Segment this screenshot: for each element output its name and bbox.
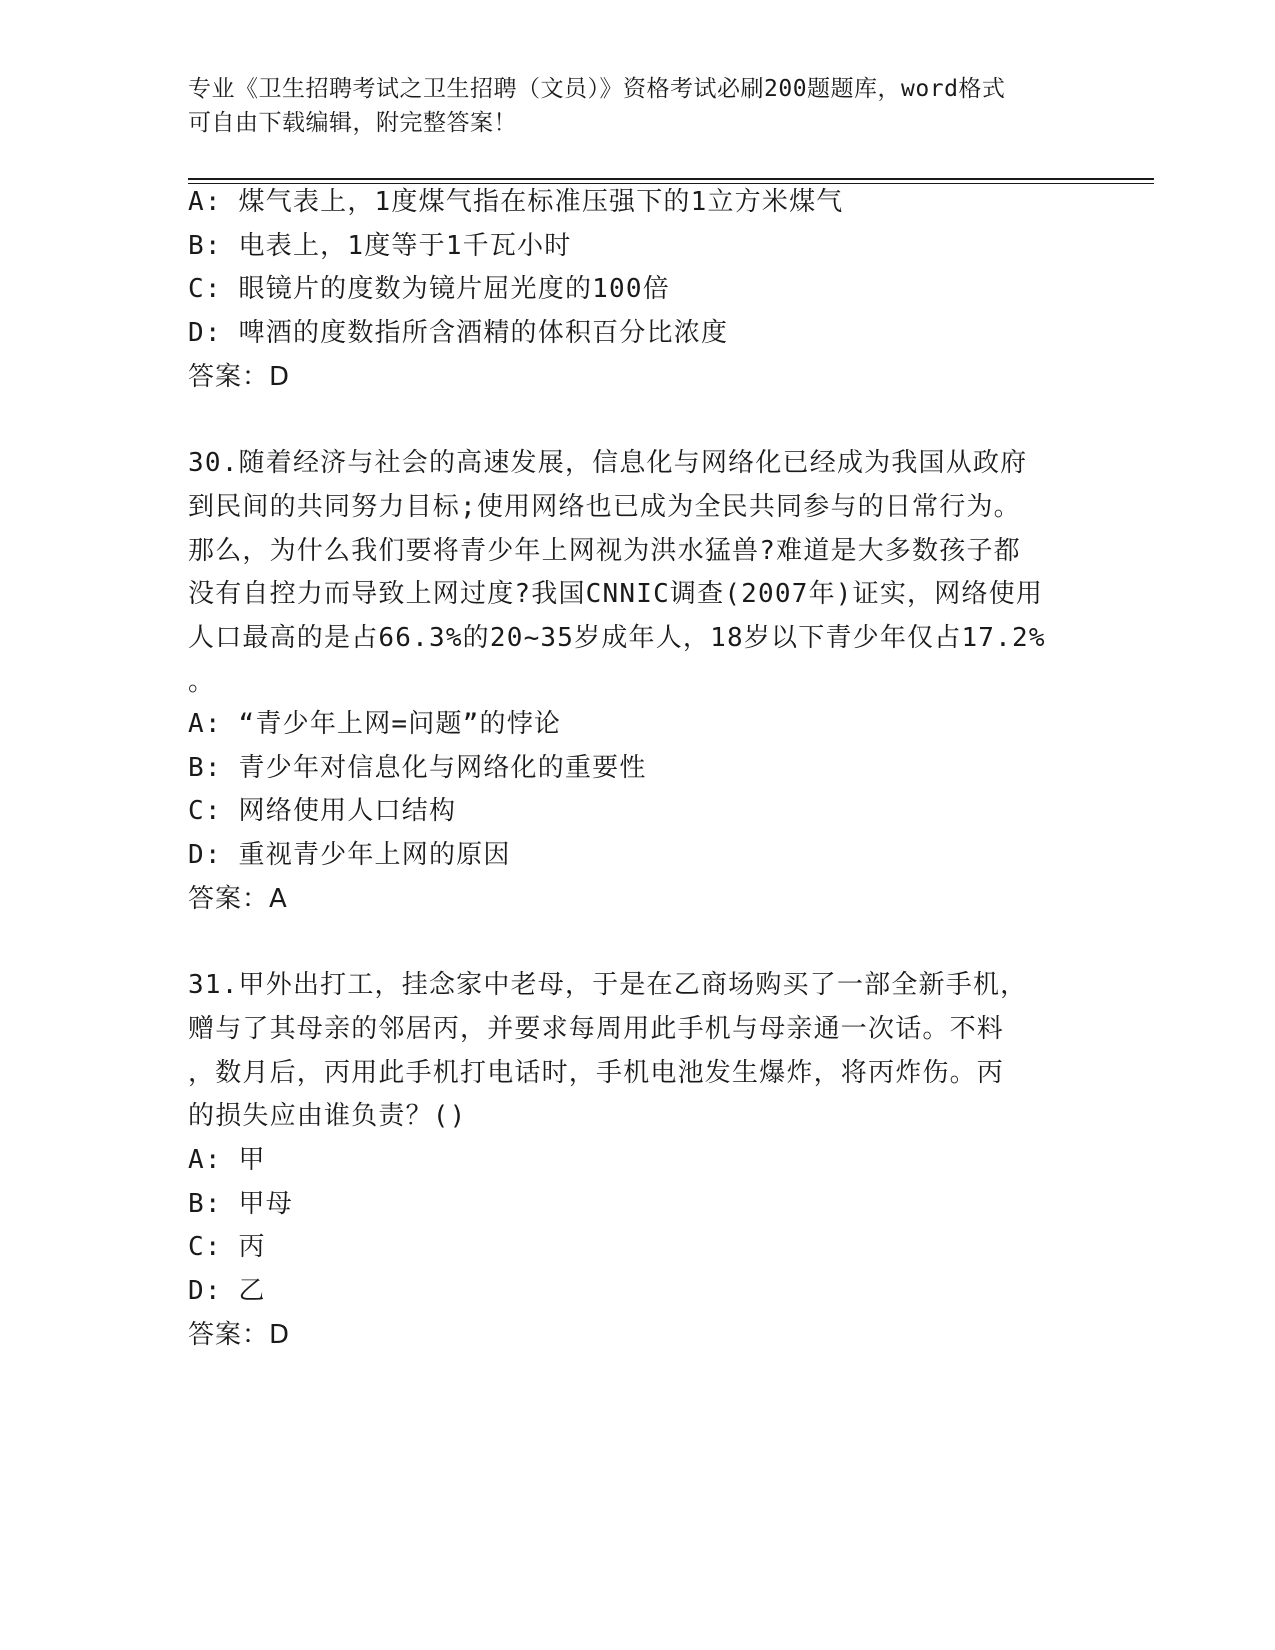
q31-option-d: D: 乙 [188, 1276, 266, 1306]
document-header [188, 72, 1068, 140]
q30-stem-line-4: 没有自控力而导致上网过度?我国CNNIC调查(2007年)证实，网络使用 [188, 579, 1044, 609]
q30-stem-line-1: 30.随着经济与社会的高速发展，信息化与网络化已经成为我国从政府 [188, 448, 1028, 478]
q31-option-c: C: 丙 [188, 1232, 266, 1262]
header-divider-thick [188, 178, 1154, 180]
q29-option-b: B: 电表上，1度等于1千瓦小时 [188, 231, 572, 261]
q30-stem-line-5: 人口最高的是占66.3%的20~35岁成年人，18岁以下青少年仅占17.2% [188, 623, 1046, 653]
q31-stem-line-1: 31.甲外出打工，挂念家中老母，于是在乙商场购买了一部全新手机， [188, 970, 1028, 1000]
q31-answer: 答案：D [188, 1320, 291, 1350]
q30-option-c: C: 网络使用人口结构 [188, 796, 457, 826]
q29-option-c: C: 眼镜片的度数为镜片屈光度的100倍 [188, 274, 670, 304]
q31-option-b: B: 甲母 [188, 1189, 293, 1219]
q30-stem-line-2: 到民间的共同努力目标;使用网络也已成为全民共同参与的日常行为。 [188, 492, 1021, 522]
header-title-line-1: 专业《卫生招聘考试之卫生招聘（文员）》资格考试必刷200题题库，word格式 [188, 76, 1006, 102]
q30-stem-line-6: 。 [188, 667, 216, 697]
header-title-line-2: 可自由下载编辑，附完整答案！ [188, 110, 517, 136]
q29-option-a: A: 煤气表上，1度煤气指在标准压强下的1立方米煤气 [188, 187, 844, 217]
q31-stem-line-2: 赠与了其母亲的邻居丙，并要求每周用此手机与母亲通一次话。不料 [188, 1014, 1005, 1044]
q29-answer: 答案：D [188, 362, 291, 392]
q30-option-d: D: 重视青少年上网的原因 [188, 840, 511, 870]
q30-option-a: A: “青少年上网=问题”的悖论 [188, 709, 562, 739]
q29-option-d: D: 啤酒的度数指所含酒精的体积百分比浓度 [188, 318, 729, 348]
q30-stem-line-3: 那么，为什么我们要将青少年上网视为洪水猛兽?难道是大多数孩子都 [188, 536, 1021, 566]
q30-option-b: B: 青少年对信息化与网络化的重要性 [188, 753, 647, 783]
q31-stem-line-3: ，数月后，丙用此手机打电话时，手机电池发生爆炸，将丙炸伤。丙 [188, 1058, 1005, 1088]
q31-option-a: A: 甲 [188, 1145, 266, 1175]
q31-stem-line-4: 的损失应由谁负责？() [188, 1101, 467, 1131]
q30-answer: 答案：A [188, 884, 288, 914]
header-divider-thin [188, 183, 1154, 184]
